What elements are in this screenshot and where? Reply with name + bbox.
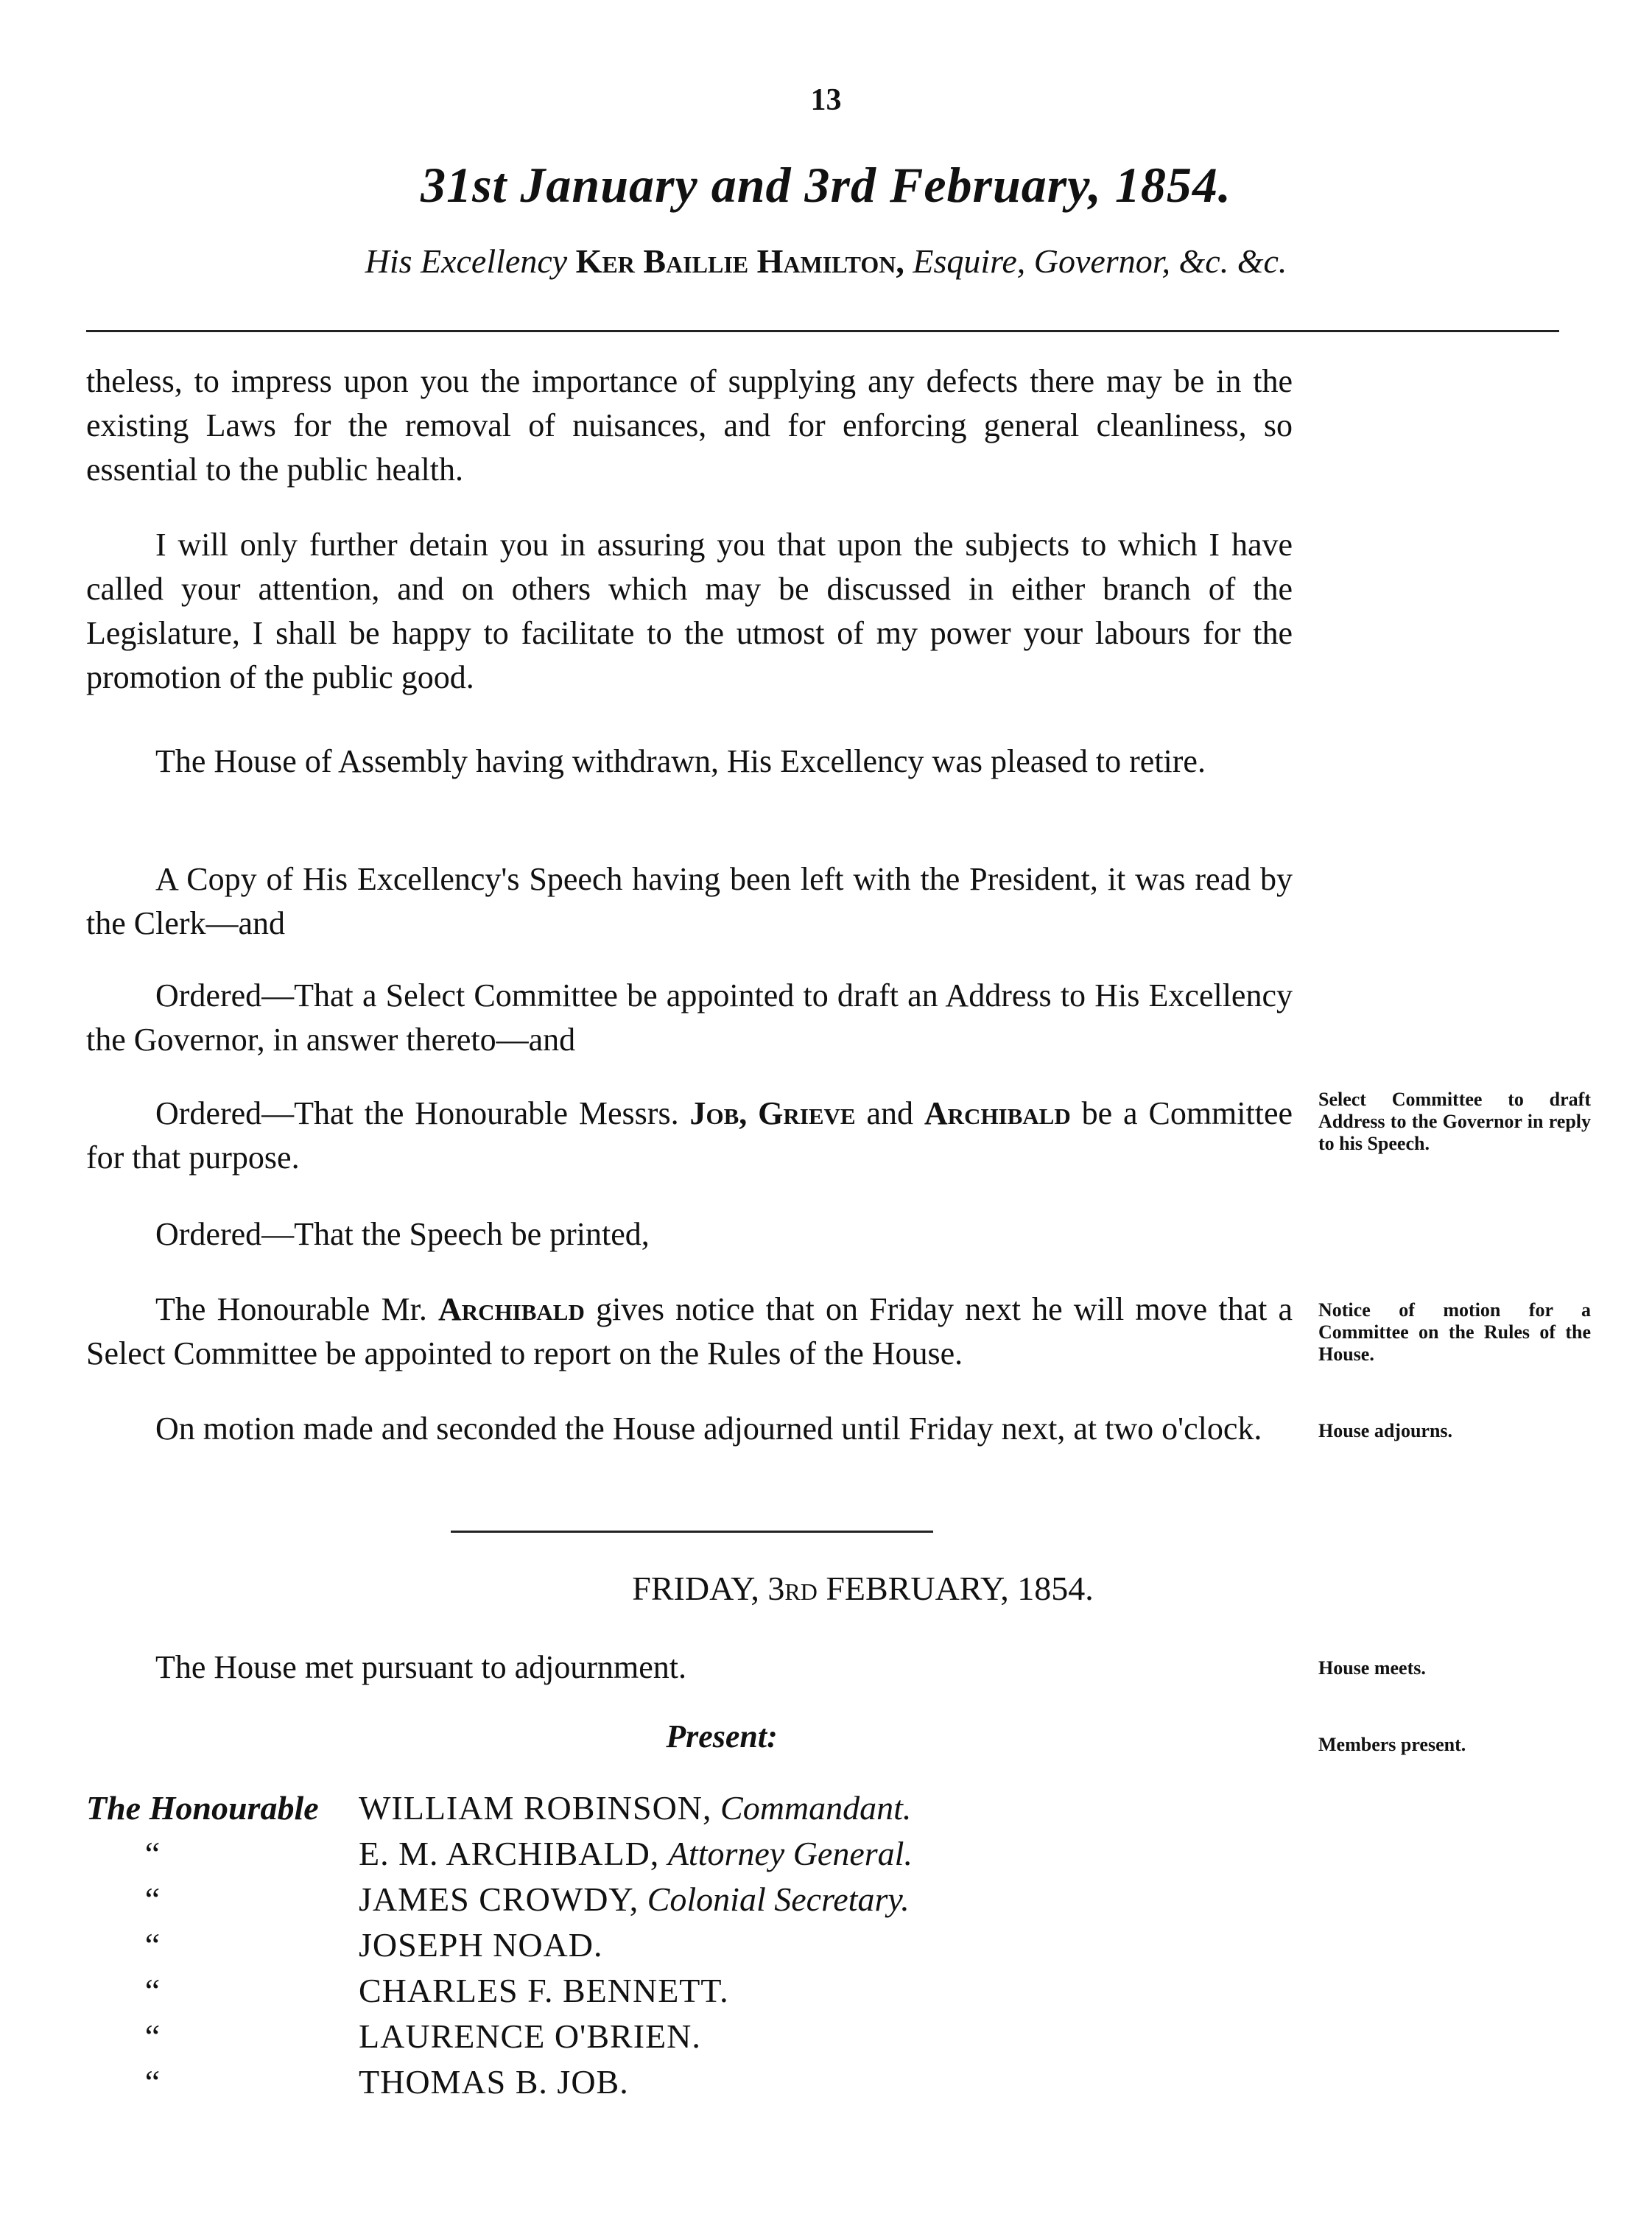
member-name-archibald: Archibald [924, 1095, 1071, 1131]
p6-start: Ordered—That the Honourable Messrs. [155, 1095, 679, 1131]
margin-note-house-meets: House meets. [1318, 1657, 1426, 1679]
p8-start: The Honourable Mr. [155, 1291, 427, 1327]
paragraph-8-text [86, 1287, 1293, 1376]
paragraph-7-text: Ordered—That the Speech be printed, [155, 1216, 650, 1252]
member-title: Commandant. [720, 1789, 912, 1827]
p6-end: be a Committee for that purpose. [86, 1095, 1293, 1176]
margin-note-notice-of-motion: Notice of motion for a Committee on the Rules of the House. [1318, 1299, 1591, 1365]
member-name: JAMES CROWDY, [359, 1880, 639, 1918]
paragraph-2-text: I will only further detain you in assuring you that upon the subjects to which I have called your attention, and on others which may be discussed in either branch of the Legislature, I shall be happy to facilitate to the utmost of my power your labours for the promotion of the public good. [86, 527, 1293, 695]
paragraph-2 [86, 523, 1293, 700]
paragraph-9-text: On motion made and seconded the House adjourned until Friday next, at two o'clock. [155, 1410, 1262, 1447]
member-prefix: The Honourable [86, 1789, 319, 1827]
member-name: THOMAS B. JOB. [359, 2063, 629, 2101]
member-title: Attorney General. [667, 1835, 913, 1872]
paragraph-1 [86, 359, 1293, 492]
section-rule [451, 1531, 933, 1533]
friday-date: 3rd [767, 1570, 818, 1607]
member-row [86, 1968, 913, 2014]
ditto-mark: “ [144, 1880, 161, 1918]
ditto-mark: “ [144, 1926, 161, 1964]
member-row [86, 1785, 913, 1831]
member-name: LAURENCE O'BRIEN. [359, 2017, 701, 2055]
margin-note-house-adjourns: House adjourns. [1318, 1420, 1453, 1441]
p6-and: and [866, 1095, 913, 1131]
member-row [86, 1877, 913, 1922]
present-label: Present: [666, 1718, 778, 1754]
member-row [86, 2059, 913, 2105]
member-name: E. M. ARCHIBALD, [359, 1835, 660, 1872]
governor-prefix: His Excellency [365, 242, 568, 280]
member-name: JOSEPH NOAD. [359, 1926, 603, 1964]
member-row [86, 1831, 913, 1877]
house-met-paragraph [86, 1645, 1293, 1690]
governor-line [0, 242, 1652, 281]
member-row [86, 1922, 913, 1968]
paragraph-4 [86, 857, 1293, 946]
member-title: Colonial Secretary. [647, 1880, 910, 1918]
ditto-mark: “ [144, 1835, 161, 1872]
paragraph-7 [86, 1212, 1293, 1257]
friday-day: FRIDAY, [632, 1570, 759, 1607]
member-name: CHARLES F. BENNETT. [359, 1972, 729, 2009]
page-number: 13 [810, 83, 842, 117]
member-name: WILLIAM ROBINSON, [359, 1789, 712, 1827]
paragraph-5 [86, 974, 1293, 1062]
ditto-mark: “ [144, 1972, 161, 2009]
friday-header [0, 1569, 1652, 1608]
paragraph-1-text: theless, to impress upon you the importance of supplying any defects there may be in the existing Laws for the removal of nuisances, and for enforcing general cleanliness, so essential to the public health. [86, 363, 1293, 488]
paragraph-5-text: Ordered—That a Select Committee be appointed to draft an Address to His Excellency the Governor, in answer thereto—and [86, 977, 1293, 1058]
member-row [86, 2014, 913, 2059]
members-list [86, 1785, 913, 2105]
ditto-mark: “ [144, 2017, 161, 2055]
paragraph-6-text [86, 1092, 1293, 1180]
ditto-mark: “ [144, 2063, 161, 2101]
governor-name: Ker Baillie Hamilton, [575, 242, 904, 280]
date-header: 31st January and 3rd February, 1854. [421, 157, 1231, 213]
margin-note-select-committee: Select Committee to draft Address to the Governor in reply to his Speech. [1318, 1089, 1591, 1154]
paragraph-3 [86, 739, 1293, 784]
paragraph-6 [86, 1092, 1293, 1180]
p8-end: gives notice that on Friday next he will move that a Select Committee be appointed to report on the Rules of the House. [86, 1291, 1293, 1371]
paragraph-3-text: The House of Assembly having withdrawn, His Excellency was pleased to retire. [155, 743, 1206, 779]
header-rule [86, 330, 1559, 332]
margin-note-members-present: Members present. [1318, 1734, 1466, 1755]
governor-suffix: Esquire, Governor, &c. &c. [913, 242, 1287, 280]
friday-rest: FEBRUARY, 1854. [826, 1570, 1094, 1607]
member-name-archibald-2: Archibald [438, 1291, 585, 1327]
house-met-text: The House met pursuant to adjournment. [155, 1649, 686, 1685]
paragraph-4-text: A Copy of His Excellency's Speech having been left with the President, it was read by the Clerk—and [86, 861, 1293, 941]
paragraph-9 [86, 1407, 1293, 1451]
member-name-job: Job, [689, 1095, 748, 1131]
member-name-grieve: Grieve [758, 1095, 856, 1131]
paragraph-8 [86, 1287, 1293, 1376]
